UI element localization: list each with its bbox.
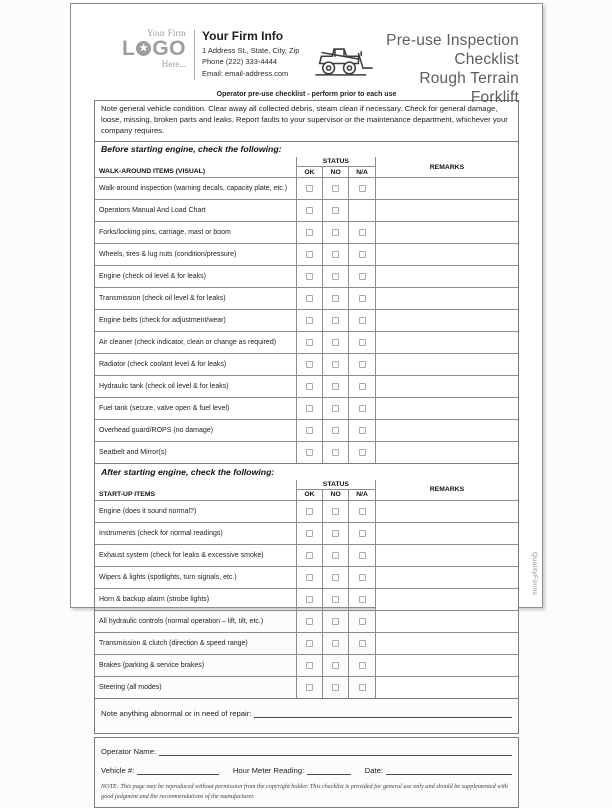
status-cell-na [349,420,376,442]
remarks-cell[interactable] [375,588,518,610]
remarks-cell[interactable] [375,566,518,588]
checkbox-na[interactable] [359,361,366,368]
status-cell-no [323,178,349,200]
remarks-cell[interactable] [375,420,518,442]
checkbox-ok[interactable] [306,383,313,390]
checkbox-no[interactable] [332,383,339,390]
item-label: Overhead guard/ROPS (no damage) [95,420,296,442]
checkbox-na[interactable] [359,552,366,559]
status-cell-ok [296,500,322,522]
checkbox-no[interactable] [332,251,339,258]
checkbox-na[interactable] [359,317,366,324]
checkbox-no[interactable] [332,449,339,456]
firm-name: Your Firm Info [202,29,284,43]
checkbox-ok[interactable] [306,508,313,515]
signoff-box [94,737,519,808]
status-col-na: N/A [349,489,376,500]
status-cell-na [349,676,376,698]
status-cell-ok [296,588,322,610]
fine-print-note: NOTE: This page may be reproduced without permission from the copyright holder. This checklist is provided for general use only and should be supplemented with good judgment and the recommendations of the manufacturer. [101,782,508,800]
remarks-cell[interactable] [375,500,518,522]
status-col-ok: OK [296,167,322,178]
checkbox-no[interactable] [332,552,339,559]
status-cell-ok [296,288,322,310]
remarks-column-header: REMARKS [375,480,518,501]
remarks-cell[interactable] [375,610,518,632]
status-cell-na [349,222,376,244]
remarks-cell[interactable] [375,332,518,354]
checkbox-ok[interactable] [306,273,313,280]
status-cell-ok [296,676,322,698]
status-cell-no [323,588,349,610]
checklist-row [95,288,518,310]
status-col-na: N/A [349,167,376,178]
remarks-cell[interactable] [375,442,518,464]
checkbox-ok[interactable] [306,405,313,412]
status-cell-na [349,354,376,376]
checkbox-na[interactable] [359,596,366,603]
status-cell-no [323,544,349,566]
checklist-table [95,480,518,698]
checklist-row [95,354,518,376]
status-cell-no [323,500,349,522]
status-cell-ok [296,544,322,566]
status-cell-ok [296,610,322,632]
operator-name-label: Operator Name: [101,746,157,756]
hour-meter-field[interactable] [307,766,350,775]
checkbox-na[interactable] [359,574,366,581]
remarks-cell[interactable] [375,676,518,698]
checklist-row [95,310,518,332]
checkbox-na[interactable] [359,339,366,346]
checkbox-no[interactable] [332,339,339,346]
logo-text-bottom: Here... [161,59,186,69]
firm-email: Email: email-address.com [202,68,289,78]
item-label: Exhaust system (check for leaks & excessive smoke) [95,544,296,566]
checklist-row [95,588,518,610]
status-cell-na [349,288,376,310]
checkbox-ok[interactable] [306,449,313,456]
checklist-row [95,610,518,632]
checkbox-na[interactable] [359,185,366,192]
status-cell-ok [296,310,322,332]
checkbox-ok[interactable] [306,596,313,603]
status-cell-no [323,310,349,332]
item-label: Hydraulic tank (check oil level & for leaks) [95,376,296,398]
remarks-cell[interactable] [375,200,518,222]
checklist-row [95,676,518,698]
checklist-row [95,244,518,266]
status-col-ok: OK [296,489,322,500]
form-page [70,3,543,800]
checkbox-no[interactable] [332,618,339,625]
checkbox-no[interactable] [332,361,339,368]
item-label: Wipers & lights (spotlights, turn signals, etc.) [95,566,296,588]
item-label: Engine (check oil level & for leaks) [95,266,296,288]
item-label: Air cleaner (check indicator, clean or change as required) [95,332,296,354]
checklist-row [95,522,518,544]
checkbox-no[interactable] [332,508,339,515]
date-label: Date: [364,765,384,775]
checkbox-no[interactable] [332,684,339,691]
checklist-row [95,544,518,566]
status-cell-no [323,676,349,698]
checklist-row [95,632,518,654]
logo-star-icon [136,41,151,56]
checkbox-ok[interactable] [306,530,313,537]
date-field[interactable] [386,766,512,775]
checklist-row [95,266,518,288]
checkbox-no[interactable] [332,427,339,434]
section-heading: After starting engine, check the following: [95,463,518,480]
header-divider [194,30,195,80]
status-cell-ok [296,376,322,398]
company-logo [94,28,186,69]
checklist-row [95,420,518,442]
items-column-header: WALK-AROUND ITEMS (VISUAL) [95,157,296,178]
repair-note-field[interactable] [254,709,512,718]
checkbox-na[interactable] [359,273,366,280]
checkbox-no[interactable] [332,185,339,192]
checkbox-na[interactable] [359,449,366,456]
item-label: Engine belts (check for adjustment/wear) [95,310,296,332]
item-label: Seatbelt and Mirror(s) [95,442,296,464]
status-cell-na [349,632,376,654]
checkbox-na[interactable] [359,251,366,258]
remarks-cell[interactable] [375,288,518,310]
checklist-box [94,100,519,734]
checkbox-ok[interactable] [306,574,313,581]
checkbox-ok[interactable] [306,185,313,192]
operator-name-field[interactable] [159,747,512,756]
repair-note-section [95,698,518,733]
checklist-row [95,566,518,588]
checkbox-no[interactable] [332,273,339,280]
status-cell-no [323,398,349,420]
item-label: Radiator (check coolant level & for leaks) [95,354,296,376]
remarks-cell[interactable] [375,544,518,566]
checklist-row [95,654,518,676]
status-cell-ok [296,522,322,544]
status-cell-na [349,588,376,610]
checkbox-ok[interactable] [306,618,313,625]
star-glyph: ★ [139,42,149,54]
checklist-row [95,376,518,398]
status-cell-no [323,266,349,288]
checkbox-no[interactable] [332,405,339,412]
hour-meter-label: Hour Meter Reading: [232,765,305,775]
remarks-cell[interactable] [375,354,518,376]
checkbox-no[interactable] [332,574,339,581]
item-label: Fuel tank (secure, valve open & fuel level) [95,398,296,420]
firm-address: 1 Address St., State, City, Zip [202,46,300,55]
remarks-cell[interactable] [375,398,518,420]
status-cell-ok [296,222,322,244]
watermark-brand: QualityForms [531,551,538,595]
section-after-starting [95,463,518,698]
checklist-row [95,332,518,354]
firm-info [202,28,299,79]
checkbox-ok[interactable] [306,339,313,346]
status-cell-ok [296,244,322,266]
status-cell-no [323,244,349,266]
checkbox-ok[interactable] [306,229,313,236]
checkbox-no[interactable] [332,662,339,669]
item-label: Horn & backup alarm (strobe lights) [95,588,296,610]
logo-letters-go: GO [152,37,186,60]
status-cell-no [323,354,349,376]
checkbox-no[interactable] [332,229,339,236]
status-cell-ok [296,200,322,222]
checkbox-na[interactable] [359,295,366,302]
checkbox-ok[interactable] [306,361,313,368]
checkbox-ok[interactable] [306,662,313,669]
checklist-row [95,200,518,222]
checkbox-na[interactable] [359,684,366,691]
checkbox-na[interactable] [359,405,366,412]
vehicle-number-label: Vehicle #: [101,765,135,775]
status-cell-no [323,200,349,222]
logo-text-top: Your Firm [146,28,186,38]
status-cell-na [349,522,376,544]
status-cell-na [349,200,376,222]
status-col-no: NO [323,489,349,500]
status-cell-ok [296,442,322,464]
checkbox-na[interactable] [359,640,366,647]
item-label: Walk-around inspection (warning decals, capacity plate, etc.) [95,178,296,200]
remarks-cell[interactable] [375,654,518,676]
checkbox-na[interactable] [359,383,366,390]
item-label: Transmission & clutch (direction & speed range) [95,632,296,654]
status-cell-ok [296,632,322,654]
checklist-row [95,500,518,522]
section-before-starting [95,142,518,464]
status-cell-na [349,376,376,398]
status-cell-ok [296,420,322,442]
status-cell-no [323,632,349,654]
section-heading: Before starting engine, check the following: [101,144,282,155]
item-label: Engine (does it sound normal?) [95,500,296,522]
status-cell-na [349,442,376,464]
checkbox-na[interactable] [359,530,366,537]
status-cell-na [349,398,376,420]
form-subtitle: Operator pre-use checklist - perform prior to each use [216,91,397,98]
item-label: Forks/locking pins, carriage, mast or boom [95,222,296,244]
general-note: Note general vehicle condition. Clear away all collected debris, steam clean if necessary. Check for general damage, loose, missing, broken parts and leaks. Report faults to your supervisor or the maintenance department, whichever your company requires. [95,101,518,142]
status-cell-no [323,332,349,354]
checkbox-na[interactable] [359,662,366,669]
status-cell-no [323,522,349,544]
status-cell-no [323,654,349,676]
status-cell-no [323,566,349,588]
checkbox-no[interactable] [332,295,339,302]
checklist-row [95,222,518,244]
status-cell-ok [296,654,322,676]
remarks-cell[interactable] [375,522,518,544]
status-cell-na [349,310,376,332]
remarks-column-header: REMARKS [375,157,518,178]
remarks-cell[interactable] [375,222,518,244]
checklist-row [95,442,518,464]
item-label: Transmission (check oil level & for leaks) [95,288,296,310]
checklist-row [95,398,518,420]
items-column-header: START-UP ITEMS [95,480,296,501]
status-cell-no [323,376,349,398]
checkbox-na[interactable] [359,229,366,236]
status-header: STATUS [296,157,375,167]
remarks-cell[interactable] [375,376,518,398]
status-cell-na [349,178,376,200]
logo-text-main [94,38,186,59]
status-col-no: NO [323,167,349,178]
checkbox-ok[interactable] [306,684,313,691]
status-cell-na [349,500,376,522]
forklift-icon [313,40,375,83]
status-cell-no [323,288,349,310]
checkbox-no[interactable] [332,596,339,603]
remarks-cell[interactable] [375,178,518,200]
firm-phone: Phone (222) 333-4444 [202,57,278,67]
status-cell-na [349,332,376,354]
checklist-table [95,157,518,463]
status-cell-ok [296,178,322,200]
checkbox-no[interactable] [332,640,339,647]
status-cell-na [349,566,376,588]
checkbox-no[interactable] [332,207,339,214]
item-label: Operators Manual And Load Chart [95,200,296,222]
logo-letter-l: L [122,37,136,60]
repair-note-label: Note anything abnormal or in need of repair: [101,708,252,718]
status-cell-no [323,222,349,244]
status-cell-ok [296,354,322,376]
checkbox-na[interactable] [359,618,366,625]
status-cell-no [323,420,349,442]
checkbox-ok[interactable] [306,207,313,214]
item-label: All hydraulic controls (normal operation – lift, tilt, etc.) [95,610,296,632]
status-cell-na [349,610,376,632]
status-cell-ok [296,398,322,420]
item-label: Brakes (parking & service brakes) [95,654,296,676]
remarks-cell[interactable] [375,266,518,288]
item-label: Steering (all modes) [95,676,296,698]
item-label: Wheels, tires & lug nuts (condition/pressure) [95,244,296,266]
status-cell-no [323,610,349,632]
checkbox-na[interactable] [359,508,366,515]
status-cell-ok [296,332,322,354]
status-cell-ok [296,566,322,588]
document-title [375,28,519,108]
status-cell-na [349,654,376,676]
remarks-cell[interactable] [375,310,518,332]
checkbox-ok[interactable] [306,295,313,302]
status-cell-na [349,266,376,288]
checkbox-ok[interactable] [306,552,313,559]
document-title-line1: Pre-use Inspection Checklist [386,32,519,68]
checkbox-no[interactable] [332,530,339,537]
checkbox-ok[interactable] [306,640,313,647]
checklist-row [95,178,518,200]
item-label: Instruments (check for normal readings) [95,522,296,544]
checkbox-ok[interactable] [306,427,313,434]
remarks-cell[interactable] [375,244,518,266]
status-cell-na [349,544,376,566]
status-cell-na [349,244,376,266]
status-cell-no [323,442,349,464]
checkbox-ok[interactable] [306,251,313,258]
remarks-cell[interactable] [375,632,518,654]
status-cell-ok [296,266,322,288]
vehicle-number-field[interactable] [137,766,219,775]
checkbox-no[interactable] [332,317,339,324]
status-header: STATUS [296,480,375,490]
checkbox-ok[interactable] [306,317,313,324]
checkbox-na[interactable] [359,427,366,434]
document-title-line2: Rough Terrain Forklift [419,69,519,106]
